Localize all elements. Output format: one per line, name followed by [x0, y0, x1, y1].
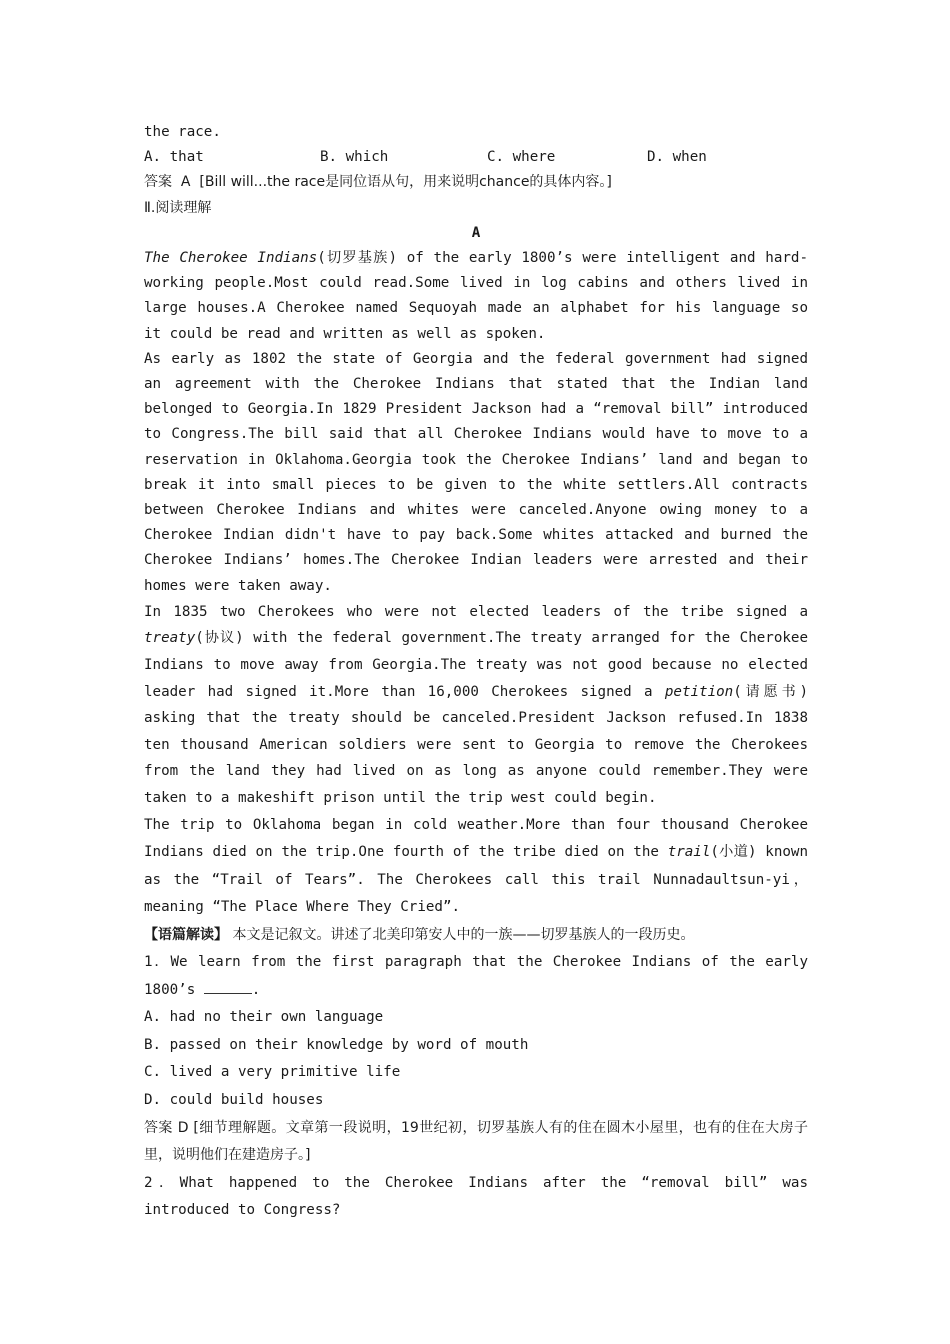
question-1-option-b: B. passed on their knowledge by word of mouth — [144, 1036, 529, 1053]
passage-paragraph-1 — [144, 246, 808, 347]
question-1-end: . — [251, 981, 261, 998]
prev-question-options — [144, 145, 808, 170]
prev-question-answer: 答案 A [Bill will...the race是同位语从句，用来说明chance的具体内容。] — [144, 174, 612, 191]
question-2-stem: 2．What happened to the Cherokee Indians after the “removal bill” was introduced to Congress? — [144, 1174, 808, 1219]
passage-paragraph-3 — [144, 599, 808, 812]
question-1-stem — [144, 949, 808, 1004]
option-d: D. when — [647, 149, 707, 166]
analysis-label: 【语篇解读】 — [144, 926, 228, 943]
paragraph-4-part-a: The trip to Oklahoma began in cold weather.More than four thousand Cherokee Indians died on the trip.One fourth of the tribe died on the — [144, 816, 808, 861]
term-treaty: treaty — [144, 630, 196, 647]
option-c: C. where — [487, 149, 556, 166]
passage-paragraph-4 — [144, 812, 808, 922]
paragraph-3-part-c: (请愿书) asking that the treaty should be canceled.President Jackson refused.In 1838 ten thousand American soldiers were sent to Georgia to remove the Cherokees from the land they had lived on as long as anyone could remember.They were taken to a makeshift prison until the trip west could begin. — [144, 683, 808, 807]
option-b: B. which — [320, 149, 389, 166]
prev-question-tail: the race. — [144, 124, 221, 140]
analysis-text: 本文是记叙文。讲述了北美印第安人中的一族——切罗基族人的一段历史。 — [228, 926, 695, 943]
paragraph-1-text: (切罗基族) of the early 1800’s were intelligent and hard-working people.Most could read.Some lived in log cabins and others lived in large houses.A Cherokee named Sequoyah made an alphabet for his language so it could be read and written as well as spoken. — [144, 250, 808, 342]
paragraph-3-part-b: (协议) with the federal government.The treaty arranged for the Cherokee Indians to move away from Georgia.The treaty was not good because no elected leader had signed it.More than 16,000 Cherokees signed a — [144, 630, 808, 700]
paragraph-3-part-a: In 1835 two Cherokees who were not elected leaders of the tribe signed a — [144, 603, 808, 620]
passage-letter: A — [471, 224, 481, 241]
answer-blank — [204, 979, 252, 994]
passage-paragraph-2: As early as 1802 the state of Georgia and the federal government had signed an agreement with the Cherokee Indians that stated that the Indian land belonged to Georgia.In 1829 President Jackson had a “removal bill” introduced to Congress.The bill said that all Cherokee Indians would have to move to a reservation in Oklahoma.Georgia took the Cherokee Indians’ land and began to break it into small pieces to be given to the white settlers.All contracts between Cherokee Indians and whites were canceled.Anyone owing money to a Cherokee Indian didn't have to pay back.Some whites attacked and burned the Cherokee Indians’ homes.The Cherokee Indian leaders were arrested and their homes were taken away. — [144, 350, 808, 594]
term-petition: petition — [664, 683, 734, 700]
question-1-option-d: D. could build houses — [144, 1091, 324, 1108]
discourse-analysis — [144, 922, 808, 949]
question-1-option-c: C. lived a very primitive life — [144, 1064, 401, 1081]
paragraph-4-part-b: (小道) known as the “Trail of Tears”. The Cherokees call this trail Nunnadaultsun-yi，meaning “The Place Where They Cried”. — [144, 844, 808, 916]
term-trail: trail — [667, 844, 711, 861]
document-page — [144, 120, 808, 1225]
question-1-text: 1．We learn from the first paragraph that the Cherokee Indians of the early 1800’s — [144, 953, 808, 998]
italic-title: The Cherokee Indians — [144, 250, 318, 267]
question-1-answer: 答案 D [细节理解题。文章第一段说明，19世纪初，切罗基族人有的住在圆木小屋里，也有的住在大房子里，说明他们在建造房子。] — [144, 1119, 808, 1164]
section-title: Ⅱ.阅读理解 — [144, 199, 212, 216]
option-a: A. that — [144, 149, 204, 166]
question-1-option-a: A. had no their own language — [144, 1009, 384, 1026]
